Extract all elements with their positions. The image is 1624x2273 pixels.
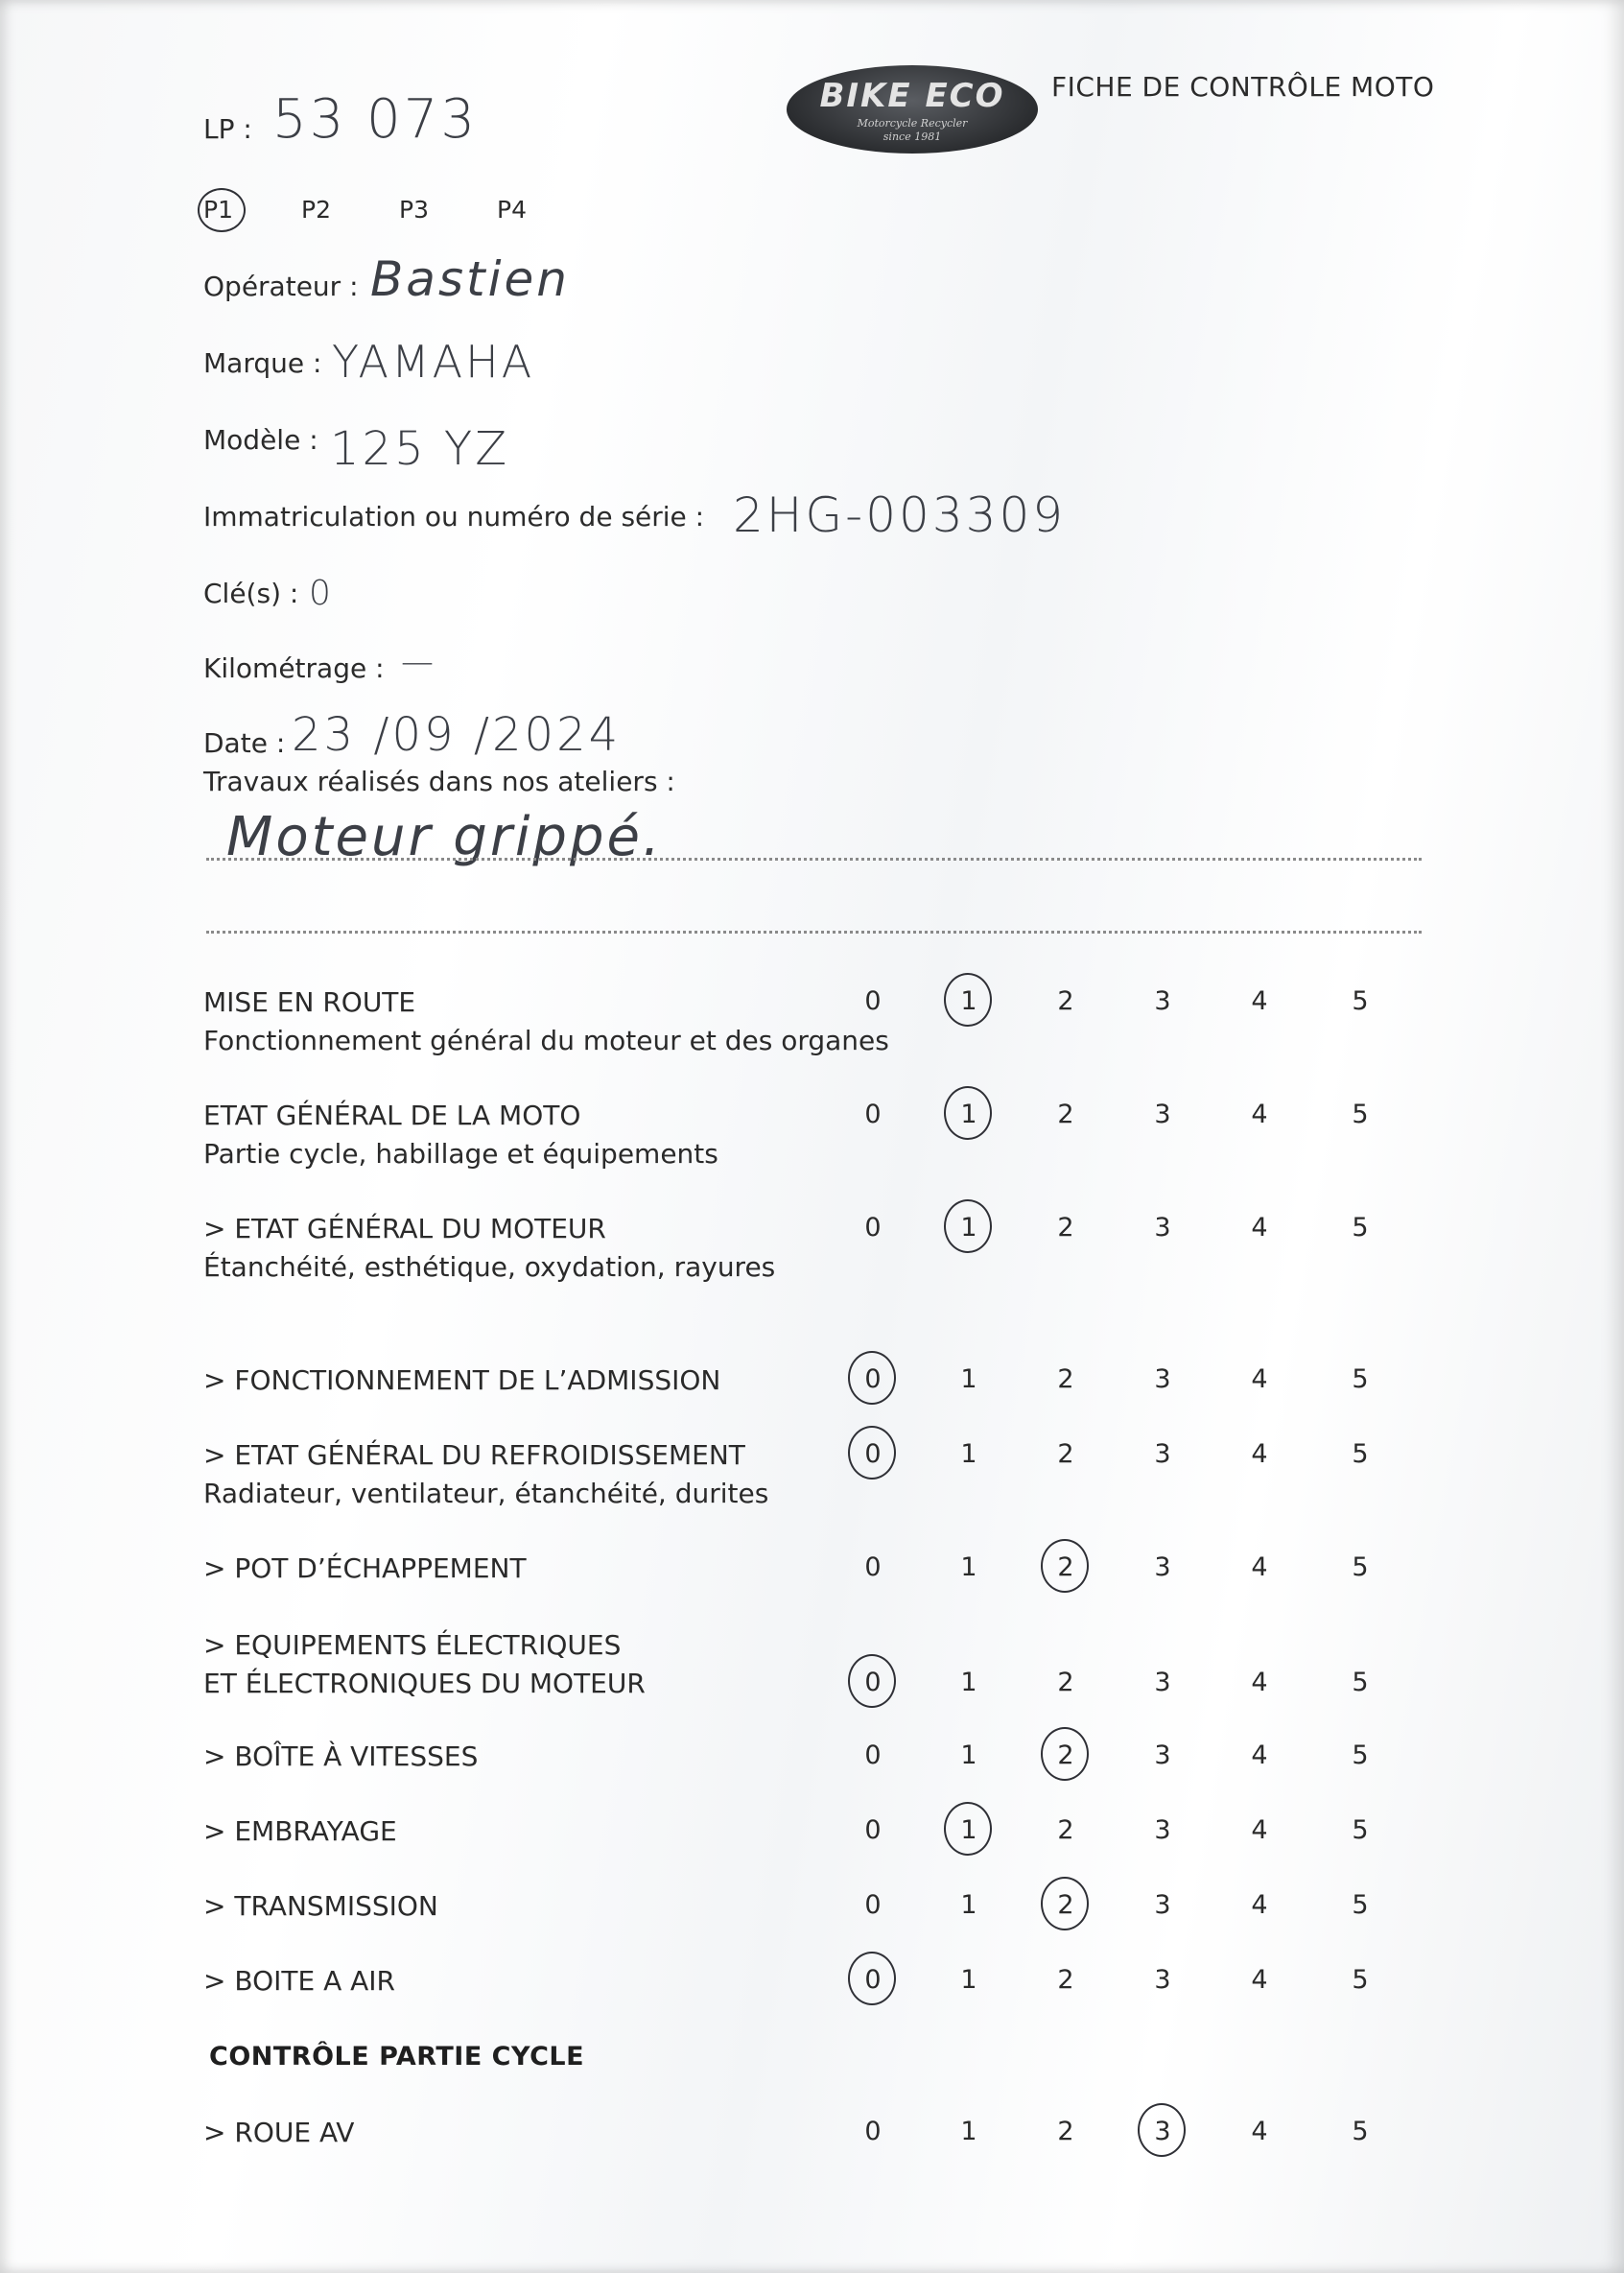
score-option-5[interactable]: 5 [1352,1890,1369,1920]
score-option-2[interactable]: 2 [1057,1213,1074,1243]
score-option-2[interactable]: 2 [1057,1552,1074,1582]
marque-label: Marque : [203,347,322,379]
score-option-5[interactable]: 5 [1352,2117,1369,2146]
score-option-1[interactable]: 1 [960,1100,977,1129]
score-option-4[interactable]: 4 [1251,1668,1268,1697]
criterion-subtitle: Fonctionnement général du moteur et des organes [203,1025,889,1056]
logo-tagline: Motorcycle Recycler [857,117,968,130]
lp-label: LP : [203,113,252,145]
score-selected-circle [1041,1727,1089,1781]
cles-value[interactable]: 0 [309,574,334,613]
score-option-0[interactable]: 0 [864,1552,882,1582]
travaux-label: Travaux réalisés dans nos ateliers : [203,766,675,797]
score-selected-circle [944,1802,992,1856]
score-option-0[interactable]: 0 [864,1965,882,1995]
score-option-3[interactable]: 3 [1154,1740,1171,1770]
modele-value[interactable]: 125 YZ [330,422,510,476]
bike-eco-logo [787,65,1038,154]
score-option-3[interactable]: 3 [1154,1100,1171,1129]
logo-since: since 1981 [883,130,942,143]
criterion-subtitle: ET ÉLECTRONIQUES DU MOTEUR [203,1668,646,1699]
score-option-0[interactable]: 0 [864,1364,882,1394]
criterion-title: > FONCTIONNEMENT DE L’ADMISSION [203,1364,721,1396]
score-option-5[interactable]: 5 [1352,1552,1369,1582]
score-option-3[interactable]: 3 [1154,1890,1171,1920]
score-option-0[interactable]: 0 [864,2117,882,2146]
score-option-1[interactable]: 1 [960,1965,977,1995]
criterion-title: > ETAT GÉNÉRAL DU MOTEUR [203,1213,606,1244]
score-option-2[interactable]: 2 [1057,1815,1074,1845]
score-option-4[interactable]: 4 [1251,1100,1268,1129]
score-selected-circle [848,1351,896,1405]
score-option-0[interactable]: 0 [864,1100,882,1129]
score-option-3[interactable]: 3 [1154,1965,1171,1995]
score-option-2[interactable]: 2 [1057,1668,1074,1697]
score-option-4[interactable]: 4 [1251,1364,1268,1394]
score-option-2[interactable]: 2 [1057,1890,1074,1920]
score-option-0[interactable]: 0 [864,1815,882,1845]
score-option-4[interactable]: 4 [1251,1965,1268,1995]
score-selected-circle [848,1426,896,1480]
score-option-5[interactable]: 5 [1352,1815,1369,1845]
lp-value[interactable]: 53 073 [272,88,478,151]
score-selected-circle [1138,2103,1186,2157]
criterion-title: > ROUE AV [203,2117,355,2148]
score-option-0[interactable]: 0 [864,1439,882,1469]
score-selected-circle [1041,1539,1089,1593]
score-option-4[interactable]: 4 [1251,1213,1268,1243]
immatriculation-label: Immatriculation ou numéro de série : [203,501,705,533]
criterion-title: > BOÎTE À VITESSES [203,1740,479,1772]
cles-label: Clé(s) : [203,578,299,609]
score-option-5[interactable]: 5 [1352,1100,1369,1129]
score-option-2[interactable]: 2 [1057,1100,1074,1129]
criterion-subtitle: Radiateur, ventilateur, étanchéité, durites [203,1478,769,1509]
modele-label: Modèle : [203,424,318,456]
score-option-1[interactable]: 1 [960,1815,977,1845]
score-option-1[interactable]: 1 [960,2117,977,2146]
score-option-2[interactable]: 2 [1057,986,1074,1016]
criterion-title: MISE EN ROUTE [203,986,416,1018]
period-selected-circle [198,188,246,232]
criterion-title: > BOITE A AIR [203,1965,395,1997]
operateur-value[interactable]: Bastien [370,251,570,307]
score-option-0[interactable]: 0 [864,1740,882,1770]
sheet-title: FICHE DE CONTRÔLE MOTO [1051,71,1435,103]
score-option-5[interactable]: 5 [1352,1668,1369,1697]
score-option-3[interactable]: 3 [1154,1815,1171,1845]
score-option-3[interactable]: 3 [1154,1552,1171,1582]
criterion-title: > EMBRAYAGE [203,1815,397,1847]
score-selected-circle [944,973,992,1027]
score-option-4[interactable]: 4 [1251,1439,1268,1469]
score-option-0[interactable]: 0 [864,986,882,1016]
travaux-line-2 [206,931,1422,934]
score-option-0[interactable]: 0 [864,1668,882,1697]
score-option-3[interactable]: 3 [1154,986,1171,1016]
score-option-2[interactable]: 2 [1057,1439,1074,1469]
score-option-1[interactable]: 1 [960,1890,977,1920]
travaux-value[interactable]: Moteur grippé. [226,806,663,868]
score-selected-circle [848,1654,896,1708]
criterion-subtitle: Partie cycle, habillage et équipements [203,1138,718,1170]
score-option-1[interactable]: 1 [960,1668,977,1697]
score-option-4[interactable]: 4 [1251,1552,1268,1582]
criterion-title: > POT D’ÉCHAPPEMENT [203,1552,527,1584]
criterion-title: > EQUIPEMENTS ÉLECTRIQUES [203,1629,622,1661]
score-option-4[interactable]: 4 [1251,1890,1268,1920]
score-option-5[interactable]: 5 [1352,1439,1369,1469]
kilometrage-value[interactable]: — [401,643,436,681]
score-option-1[interactable]: 1 [960,1213,977,1243]
criterion-title: ETAT GÉNÉRAL DE LA MOTO [203,1100,581,1131]
score-option-0[interactable]: 0 [864,1890,882,1920]
score-option-3[interactable]: 3 [1154,2117,1171,2146]
score-option-5[interactable]: 5 [1352,1965,1369,1995]
marque-value[interactable]: YAMAHA [332,336,535,388]
travaux-line-1 [206,858,1422,861]
immatriculation-value[interactable]: 2HG-003309 [733,487,1067,543]
score-option-0[interactable]: 0 [864,1213,882,1243]
score-selected-circle [944,1199,992,1253]
operateur-label: Opérateur : [203,271,359,302]
score-option-1[interactable]: 1 [960,1552,977,1582]
score-option-4[interactable]: 4 [1251,1740,1268,1770]
score-option-3[interactable]: 3 [1154,1668,1171,1697]
period-p2[interactable]: P2 [301,196,331,224]
period-p4[interactable]: P4 [497,196,527,224]
score-option-3[interactable]: 3 [1154,1213,1171,1243]
score-option-1[interactable]: 1 [960,1364,977,1394]
score-option-4[interactable]: 4 [1251,2117,1268,2146]
score-option-2[interactable]: 2 [1057,2117,1074,2146]
criterion-title: > ETAT GÉNÉRAL DU REFROIDISSEMENT [203,1439,745,1471]
score-option-2[interactable]: 2 [1057,1740,1074,1770]
score-option-3[interactable]: 3 [1154,1439,1171,1469]
score-option-4[interactable]: 4 [1251,1815,1268,1845]
period-p1[interactable]: P1 [203,196,233,224]
score-option-5[interactable]: 5 [1352,1740,1369,1770]
score-option-1[interactable]: 1 [960,1740,977,1770]
score-option-5[interactable]: 5 [1352,1364,1369,1394]
criterion-title: > TRANSMISSION [203,1890,438,1922]
criterion-subtitle: Étanchéité, esthétique, oxydation, rayures [203,1251,776,1283]
score-option-3[interactable]: 3 [1154,1364,1171,1394]
logo-brand: BIKE ECO [819,77,1005,115]
score-option-1[interactable]: 1 [960,986,977,1016]
date-value[interactable]: 23 /09 /2024 [292,708,622,762]
kilometrage-label: Kilométrage : [203,652,385,684]
score-option-5[interactable]: 5 [1352,1213,1369,1243]
period-p3[interactable]: P3 [399,196,429,224]
score-option-5[interactable]: 5 [1352,986,1369,1016]
score-selected-circle [1041,1877,1089,1930]
score-selected-circle [944,1086,992,1140]
section-cycle-title: CONTRÔLE PARTIE CYCLE [209,2042,585,2072]
date-label: Date : [203,727,286,759]
score-option-1[interactable]: 1 [960,1439,977,1469]
score-option-4[interactable]: 4 [1251,986,1268,1016]
score-option-2[interactable]: 2 [1057,1364,1074,1394]
score-selected-circle [848,1952,896,2005]
score-option-2[interactable]: 2 [1057,1965,1074,1995]
